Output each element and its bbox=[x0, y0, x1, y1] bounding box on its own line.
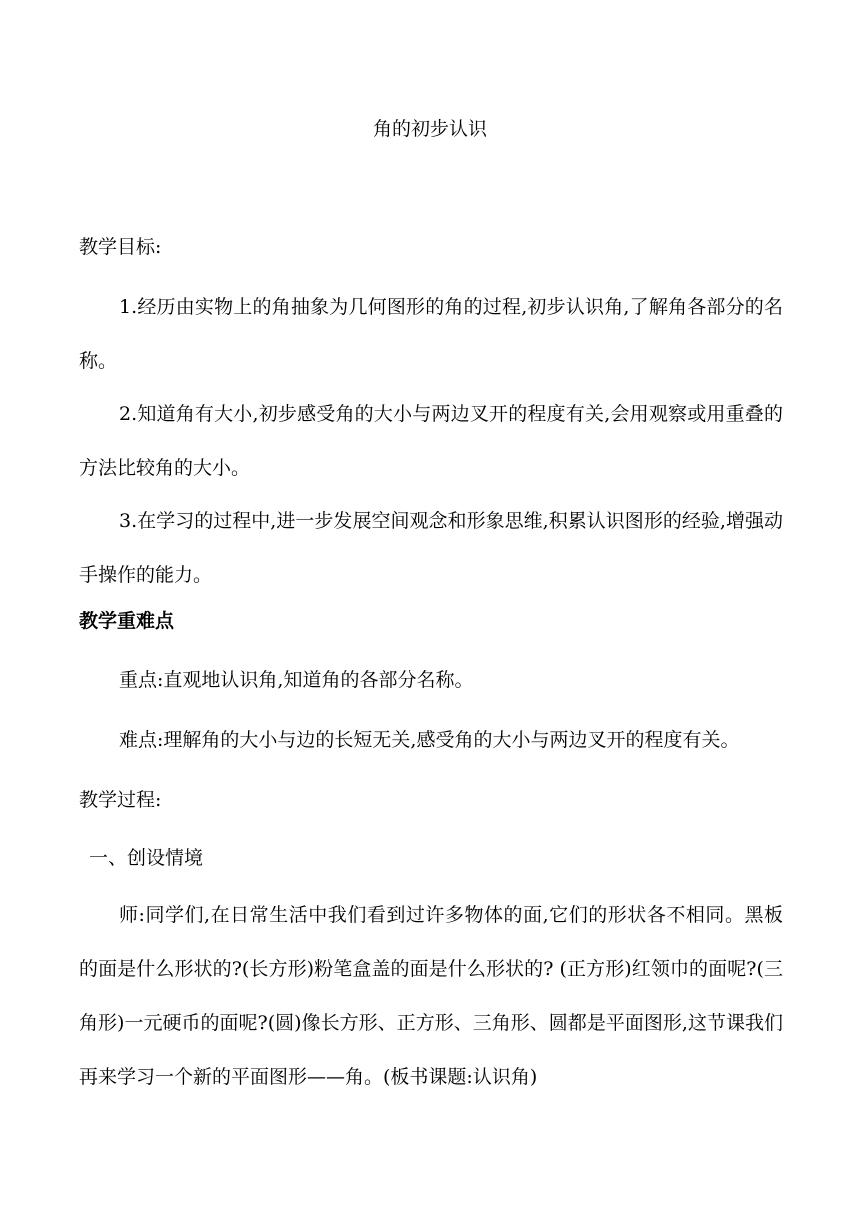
key-point: 重点:直观地认识角,知道角的各部分名称。 bbox=[119, 669, 474, 691]
document-title: 角的初步认识 bbox=[372, 118, 487, 140]
objective-2: 2.知道角有大小,初步感受角的大小与两边叉开的程度有关,会用观察或用重叠的方法比较角的大小。 bbox=[79, 403, 783, 479]
objective-1: 1.经历由实物上的角抽象为几何图形的角的过程,初步认识角,了解角各部分的名称。 bbox=[79, 296, 783, 372]
key-points-heading: 教学重难点 bbox=[79, 610, 175, 632]
section-one-text: 师:同学们,在日常生活中我们看到过许多物体的面,它们的形状各不相同。黑板的面是什么形状的?(长方形)粉笔盒盖的面是什么形状的? (正方形)红领巾的面呢?(三角形)一元硬币的面呢?(圆)像长方形、正方形、三角形、圆都是平面图形,这节课我们再来学习一个新的平面图形——角。(板书课题:认识角) bbox=[79, 904, 783, 1088]
objectives-heading: 教学目标: bbox=[79, 236, 162, 258]
objective-3: 3.在学习的过程中,进一步发展空间观念和形象思维,积累认识图形的经验,增强动手操作的能力。 bbox=[79, 510, 783, 586]
section-one-heading: 一、创设情境 bbox=[89, 847, 204, 869]
difficult-point: 难点:理解角的大小与边的长短无关,感受角的大小与两边叉开的程度有关。 bbox=[119, 729, 740, 751]
process-heading: 教学过程: bbox=[79, 789, 162, 811]
